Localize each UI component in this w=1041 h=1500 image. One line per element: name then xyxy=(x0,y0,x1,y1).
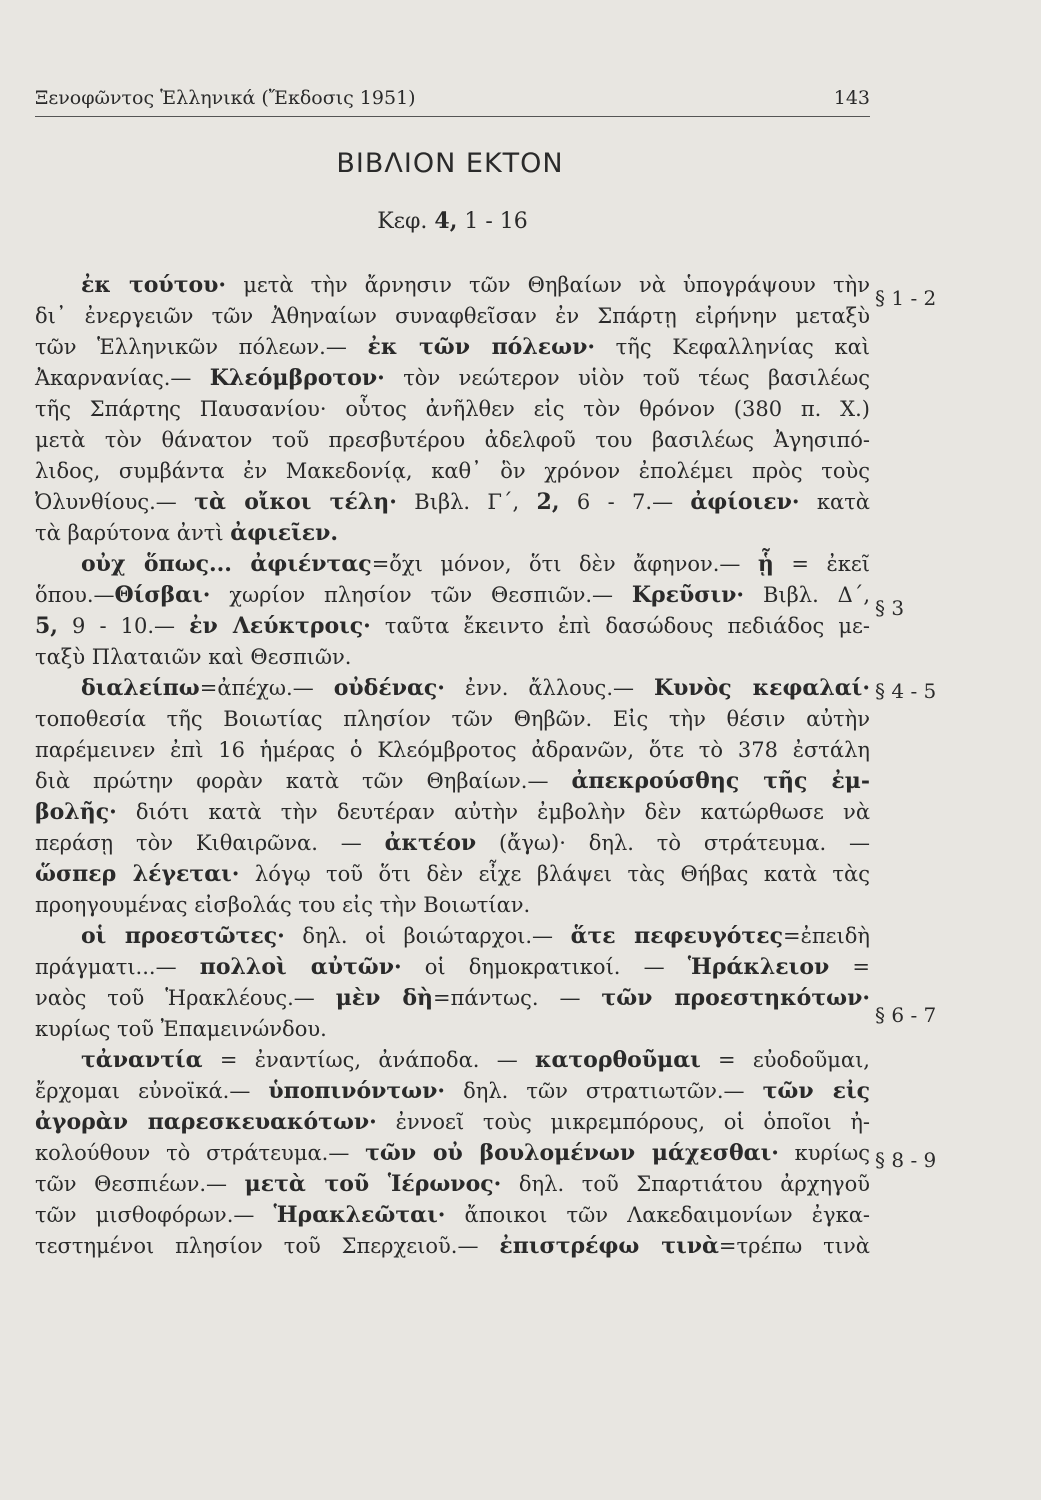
gloss: δι᾿ ἐνεργειῶν τῶν Ἀθηναίων συναφθεῖσαν ἐν Σπάρτῃ εἰρήνην μεταξὺ xyxy=(35,304,870,328)
text-line xyxy=(35,673,870,704)
lemma: μετὰ τοῦ Ἱέρωνος· xyxy=(244,1171,502,1197)
lemma: ὑποπινόντων· xyxy=(268,1078,446,1104)
text-line xyxy=(35,518,870,549)
chapter-range: 1 - 16 xyxy=(464,209,528,234)
text-line xyxy=(35,270,870,301)
text-line xyxy=(35,735,870,766)
lemma: ἐν Λεύκτροις· xyxy=(189,613,371,639)
lemma: ἅτε πεφευγότες xyxy=(570,923,783,949)
text-line xyxy=(35,642,870,673)
gloss: (ἄγω)· δηλ. τὸ στράτευμα. — xyxy=(476,831,870,855)
gloss: Βιβλ. Δ΄, xyxy=(744,583,871,607)
gloss: δηλ. τοῦ Σπαρτιάτου ἀρχηγοῦ xyxy=(501,1172,870,1196)
gloss: περάσῃ τὸν Κιθαιρῶνα. — xyxy=(35,831,385,855)
lemma: ἀγορὰν παρεσκευακότων· xyxy=(35,1109,377,1135)
gloss: Ἀκαρνανίας.— xyxy=(35,366,210,390)
gloss: =ἐπειδὴ xyxy=(782,924,870,948)
text-line xyxy=(35,1045,870,1076)
gloss: οἱ δημοκρατικοί. — xyxy=(401,955,688,979)
section-marker: § 1 - 2 xyxy=(875,286,937,310)
lemma: τῶν προεστηκότων· xyxy=(601,985,870,1011)
text-line xyxy=(35,1138,870,1169)
gloss: κολούθουν τὸ στράτευμα.— xyxy=(35,1141,366,1165)
gloss: κατὰ xyxy=(799,490,870,514)
text-line xyxy=(35,487,870,518)
gloss: Ὀλυνθίους.— xyxy=(35,490,195,514)
gloss: μετὰ τὴν ἄρνησιν τῶν Θηβαίων νὰ ὑπογράψουν τὴν xyxy=(226,273,870,297)
text-line xyxy=(35,704,870,735)
book-title: ΒΙΒΛΙΟΝ ΕΚΤΟΝ xyxy=(336,148,564,179)
gloss: ἔρχομαι εὐνοϊκά.— xyxy=(35,1079,269,1103)
gloss: ἄποικοι τῶν Λακεδαιμονίων ἐγκα- xyxy=(445,1203,870,1227)
text-line xyxy=(35,797,870,828)
chapter-heading xyxy=(0,208,905,234)
text-line xyxy=(35,425,870,456)
lemma: τῶν εἰς xyxy=(762,1078,871,1104)
lemma: ἐκ τῶν πόλεων· xyxy=(367,334,596,360)
gloss: ταῦτα ἔκειντο ἐπὶ δασώδους πεδιάδος με- xyxy=(370,614,870,638)
gloss: λόγῳ τοῦ ὅτι δὲν εἶχε βλάψει τὰς Θήβας κατὰ τὰς xyxy=(239,862,870,886)
header-rule xyxy=(35,116,870,117)
gloss: διότι κατὰ τὴν δευτέραν αὐτὴν ἐμβολὴν δὲν κατώρθωσε νὰ xyxy=(116,800,870,824)
lemma: ἀκτέον xyxy=(384,830,477,856)
gloss: παρέμεινεν ἐπὶ 16 ἡμέρας ὁ Κλεόμβροτος ἀδρανῶν, ὅτε τὸ 378 ἐστάλη xyxy=(35,738,870,762)
gloss: 9 - 10.— xyxy=(57,614,190,638)
gloss: κυρίως xyxy=(778,1141,871,1165)
gloss: προηγουμένας εἰσβολάς του εἰς τὴν Βοιωτίαν. xyxy=(35,893,531,917)
lemma: μὲν δὴ xyxy=(335,985,434,1011)
lemma: Θίσβαι· xyxy=(114,582,211,608)
gloss: δηλ. τῶν στρατιωτῶν.— xyxy=(445,1079,763,1103)
section-marker: § 4 - 5 xyxy=(875,679,937,703)
gloss: τῆς Κεφαλληνίας καὶ xyxy=(595,335,870,359)
gloss: = xyxy=(829,955,870,979)
lemma: οὐχ ὅπως... ἀφιέντας xyxy=(81,551,372,577)
lemma: Κλεόμβροτον· xyxy=(209,365,385,391)
lemma: ἀφιεῖεν. xyxy=(230,520,339,546)
gloss: τῶν Ἑλληνικῶν πόλεων.— xyxy=(35,335,368,359)
lemma: οὐδένας· xyxy=(333,675,445,701)
gloss: διὰ πρώτην φορὰν κατὰ τῶν Θηβαίων.— xyxy=(35,769,572,793)
text-line xyxy=(35,394,870,425)
text-line xyxy=(35,1231,870,1262)
lemma: οἱ προεστῶτες· xyxy=(81,923,285,949)
gloss: τεστημένοι πλησίον τοῦ Σπερχειοῦ.— xyxy=(35,1234,500,1258)
lemma: τὰ οἴκοι τέλη· xyxy=(194,489,397,515)
ref-number: 5, xyxy=(35,613,58,639)
gloss: χωρίον πλησίον τῶν Θεσπιῶν.— xyxy=(210,583,632,607)
gloss: τοποθεσία τῆς Βοιωτίας πλησίον τῶν Θηβῶν. Εἰς τὴν θέσιν αὐτὴν xyxy=(35,707,870,731)
gloss: ἐνν. ἄλλους.— xyxy=(444,676,654,700)
gloss: =ὄχι μόνον, ὅτι δὲν ἄφηνον.— xyxy=(371,552,758,576)
lemma: Ἡράκλειον xyxy=(687,954,830,980)
text-line xyxy=(35,890,870,921)
gloss: μετὰ τὸν θάνατον τοῦ πρεσβυτέρου ἀδελφοῦ του βασιλέως Ἀγησιπό- xyxy=(35,428,870,452)
text-line xyxy=(35,363,870,394)
gloss: λιδος, συμβάντα ἐν Μακεδονίᾳ, καθ᾿ ὃν χρόνον ἐπολέμει πρὸς τοὺς xyxy=(35,459,870,483)
page-number: 143 xyxy=(833,87,870,109)
chapter-prefix: Κεφ. xyxy=(377,209,428,234)
lemma: ὥσπερ λέγεται· xyxy=(35,861,240,887)
gloss: =πάντως. — xyxy=(433,986,602,1010)
gloss: τῶν Θεσπιέων.— xyxy=(35,1172,245,1196)
commentary-body xyxy=(35,270,870,1262)
text-line xyxy=(35,456,870,487)
text-line xyxy=(35,1076,870,1107)
lemma: Κυνὸς κεφαλαί· xyxy=(653,675,870,701)
ref-number: 2, xyxy=(536,489,560,515)
section-marker: § 3 xyxy=(875,596,905,620)
lemma: κατορθοῦμαι xyxy=(534,1047,701,1073)
gloss: τῶν μισθοφόρων.— xyxy=(35,1203,274,1227)
lemma: διαλείπω xyxy=(81,675,200,701)
gloss: ὅπου.— xyxy=(35,583,115,607)
lemma: ἐκ τούτου· xyxy=(81,272,227,298)
chapter-number: 4, xyxy=(434,208,458,234)
running-title: Ξενοφῶντος Ἑλληνικά (Ἔκδοσις 1951) xyxy=(35,87,416,109)
gloss: πράγματι...— xyxy=(35,955,200,979)
gloss: =ἀπέχω.— xyxy=(199,676,334,700)
gloss: δηλ. οἱ βοιώταρχοι.— xyxy=(284,924,571,948)
gloss: = ἐκεῖ xyxy=(773,552,870,576)
text-line xyxy=(35,952,870,983)
text-line xyxy=(35,859,870,890)
gloss: Βιβλ. Γ΄, xyxy=(396,490,537,514)
section-marker: § 6 - 7 xyxy=(875,1003,937,1027)
gloss: 6 - 7.— xyxy=(559,490,691,514)
lemma: Κρεῦσιν· xyxy=(631,582,745,608)
gloss: ταξὺ Πλαταιῶν καὶ Θεσπιῶν. xyxy=(35,645,352,669)
text-line xyxy=(35,332,870,363)
text-line xyxy=(35,301,870,332)
gloss: κυρίως τοῦ Ἐπαμεινώνδου. xyxy=(35,1017,327,1041)
text-line xyxy=(35,1014,870,1045)
text-line xyxy=(35,611,870,642)
text-line xyxy=(35,580,870,611)
gloss: ἐννοεῖ τοὺς μικρεμπόρους, οἱ ὁποῖοι ἠ- xyxy=(376,1110,871,1134)
lemma: ἀφίοιεν· xyxy=(690,489,800,515)
text-line xyxy=(35,1169,870,1200)
lemma: Ἡρακλεῶται· xyxy=(273,1202,446,1228)
lemma: πολλοὶ αὐτῶν· xyxy=(199,954,402,980)
gloss: τὸν νεώτερον υἱὸν τοῦ τέως βασιλέως xyxy=(384,366,870,390)
text-line xyxy=(35,549,870,580)
lemma: τἀναντία xyxy=(81,1047,203,1073)
section-marker: § 8 - 9 xyxy=(875,1148,937,1172)
lemma: ἀπεκρούσθης τῆς ἐμ- xyxy=(571,768,870,794)
gloss: τῆς Σπάρτης Παυσανίου· οὗτος ἀνῆλθεν εἰς τὸν θρόνον (380 π. Χ.) xyxy=(35,397,870,421)
text-line xyxy=(35,983,870,1014)
text-line xyxy=(35,921,870,952)
lemma: ἐπιστρέφω τινὰ xyxy=(499,1233,719,1259)
gloss: τὰ βαρύτονα ἀντὶ xyxy=(35,521,231,545)
lemma: τῶν οὐ βουλομένων μάχεσθαι· xyxy=(365,1140,779,1166)
text-line xyxy=(35,1200,870,1231)
gloss: ναὸς τοῦ Ἡρακλέους.— xyxy=(35,986,336,1010)
text-line xyxy=(35,828,870,859)
gloss: =τρέπω τινὰ xyxy=(718,1234,870,1258)
text-line xyxy=(35,1107,870,1138)
gloss: = ἐναντίως, ἀνάποδα. — xyxy=(202,1048,535,1072)
lemma: βολῆς· xyxy=(35,799,117,825)
lemma: ᾗ xyxy=(757,551,774,577)
gloss: = εὐοδοῦμαι, xyxy=(700,1048,870,1072)
text-line xyxy=(35,766,870,797)
